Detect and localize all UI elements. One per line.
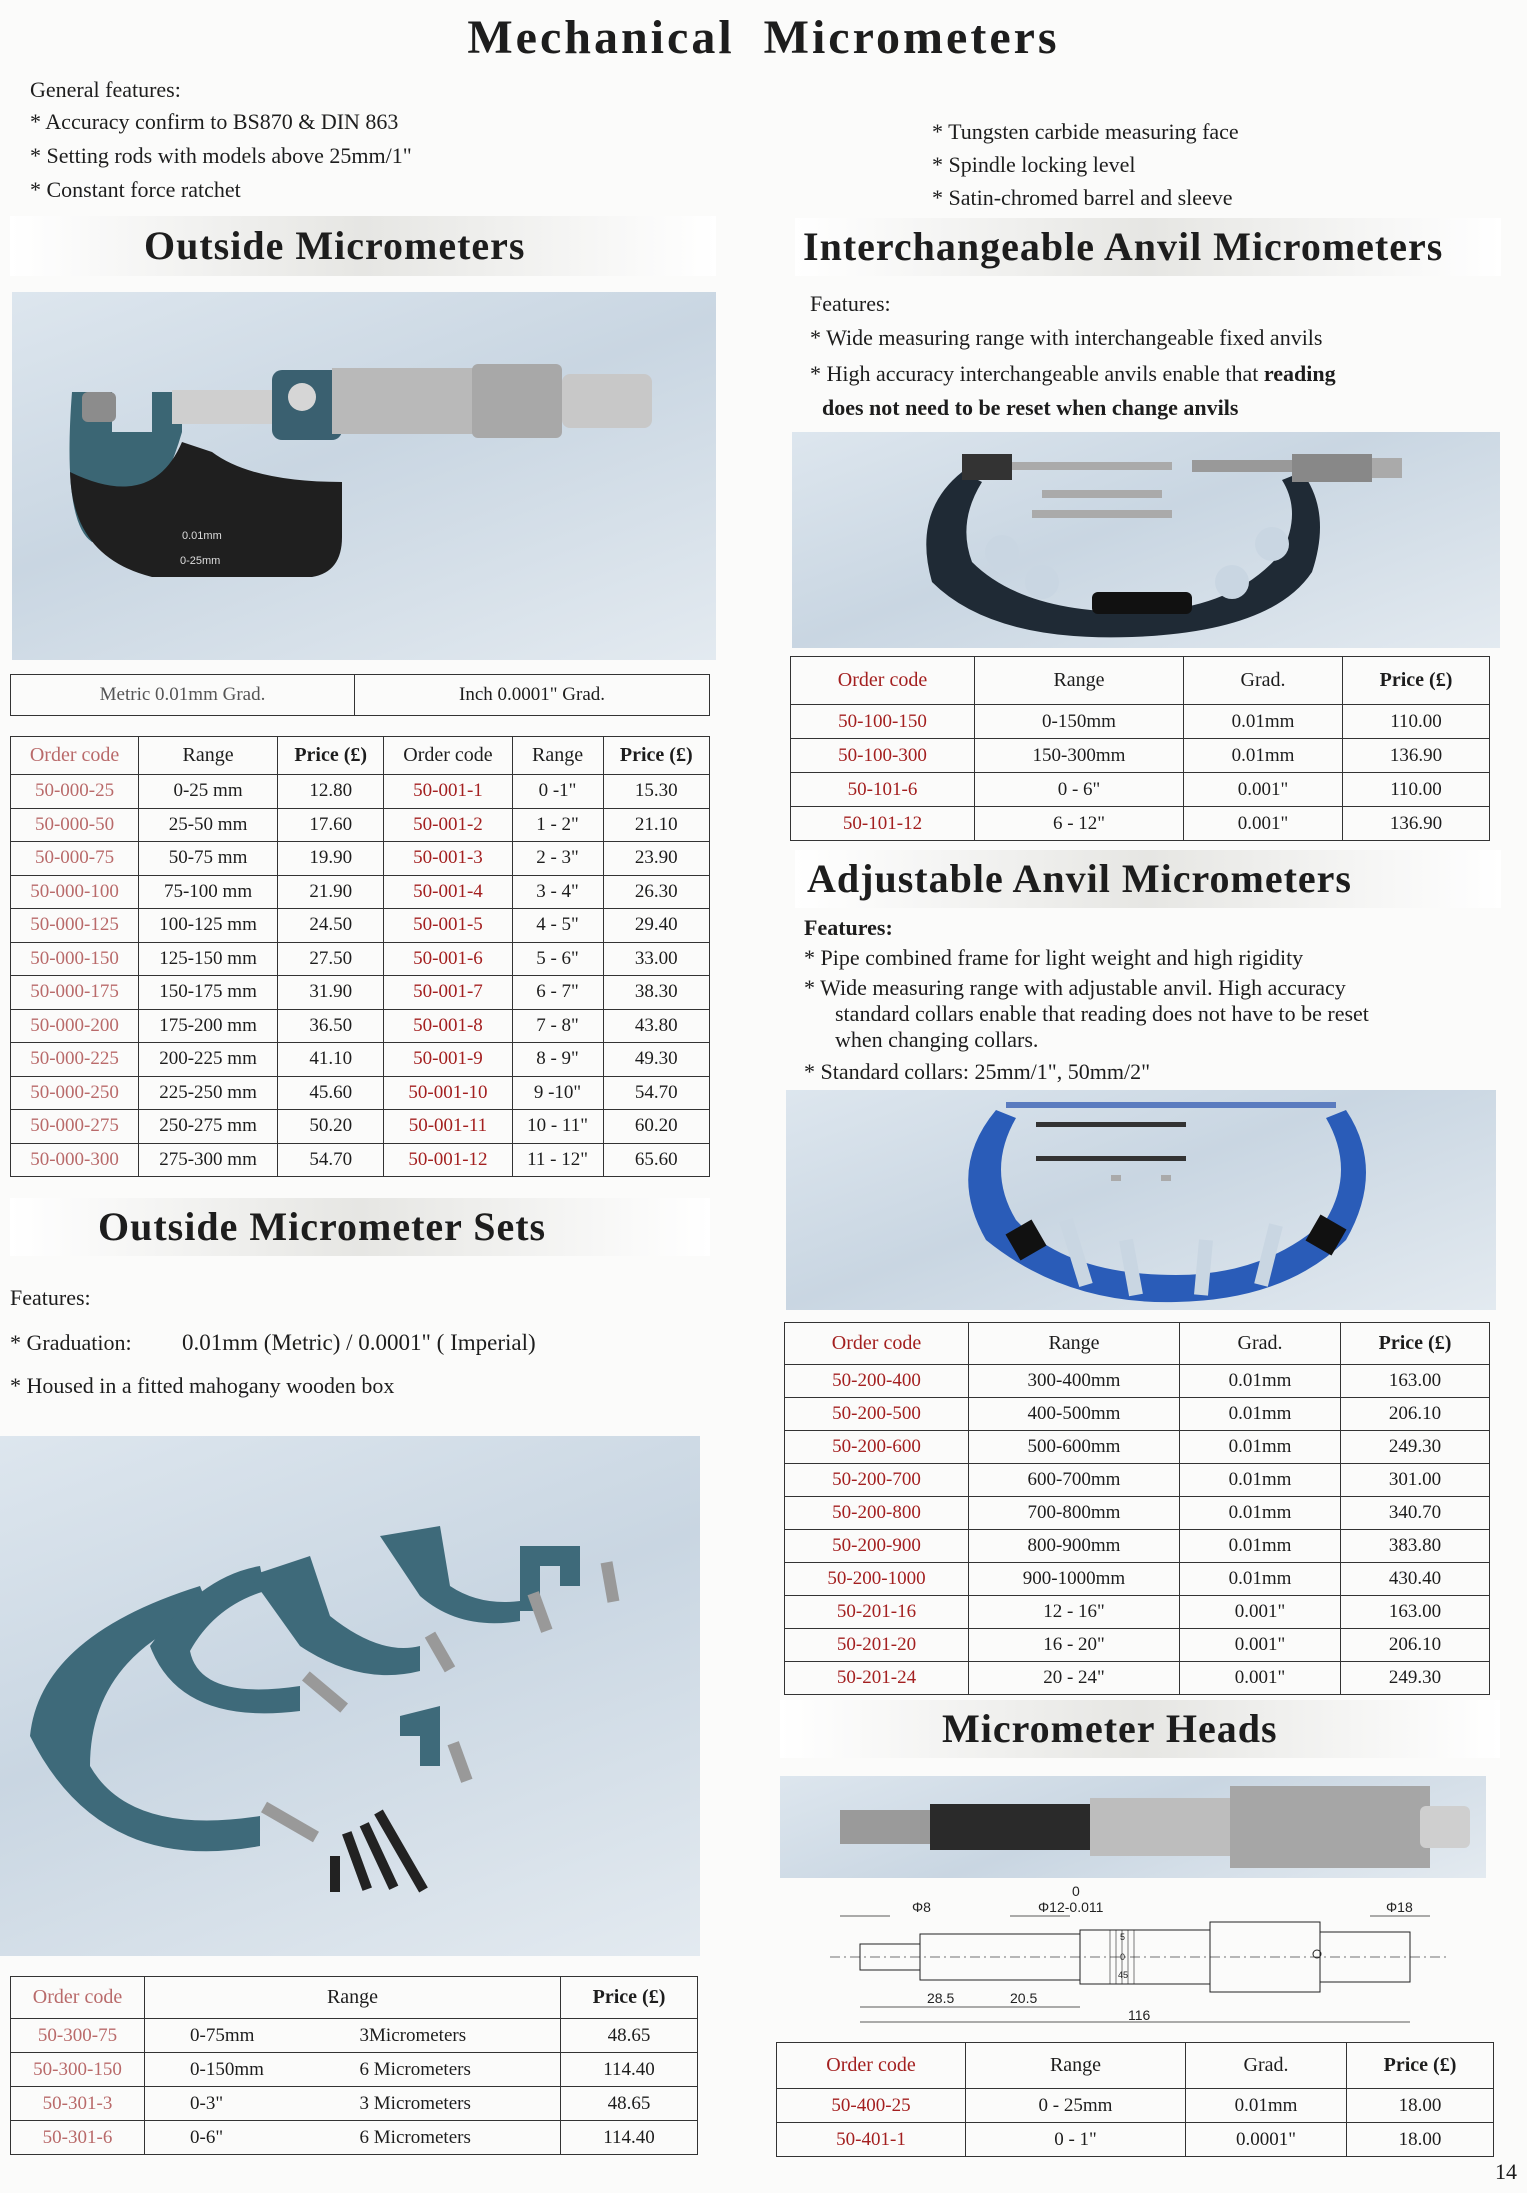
grad-cell: 0.001" [1180,1596,1341,1629]
section-title-heads: Micrometer Heads [780,1700,1500,1758]
order-code-cell: 50-001-12 [384,1143,512,1177]
price-cell: 340.70 [1341,1497,1490,1530]
order-code-cell: 50-301-6 [11,2121,145,2155]
range-cell: 300-400mm [969,1365,1180,1398]
range-cell: 0-150mm [145,2053,356,2087]
table-row [785,1563,1490,1596]
price-cell: 21.90 [277,875,383,909]
price-cell: 38.30 [603,976,709,1010]
range-cell: 1 - 2" [512,808,603,842]
table-row [777,2089,1494,2123]
table-row [785,1662,1490,1695]
table-row [791,773,1490,807]
order-code-cell: 50-001-5 [384,909,512,943]
range-cell: 7 - 8" [512,1009,603,1043]
order-code-cell: 50-300-75 [11,2019,145,2053]
range-cell: 0-6" [145,2121,356,2155]
price-cell: 31.90 [277,976,383,1010]
outside-price-table [10,736,710,1177]
table-row [777,2123,1494,2157]
price-cell: 18.00 [1347,2089,1494,2123]
grad-cell: 0.01mm [1180,1497,1341,1530]
col-header: Order code [11,737,139,775]
dim-label: Φ12-0.011 [1038,1899,1104,1915]
range-cell: 0-25 mm [139,775,278,809]
col-header: Order code [384,737,512,775]
grad-cell: 0.001" [1180,1662,1341,1695]
price-cell: 54.70 [277,1143,383,1177]
price-cell: 27.50 [277,942,383,976]
outside-grad-table [10,674,710,716]
price-cell: 49.30 [603,1043,709,1077]
range-cell: 0 - 6" [975,773,1184,807]
price-cell: 36.50 [277,1009,383,1043]
order-code-cell: 50-200-600 [785,1431,969,1464]
adjustable-feature: * Standard collars: 25mm/1", 50mm/2" [804,1059,1151,1084]
range-cell: 0-3" [145,2087,356,2121]
table-row [785,1497,1490,1530]
range-cell: 6 - 7" [512,976,603,1010]
page-title: Mechanical Micrometers [467,11,1060,64]
range-cell: 0 - 25mm [966,2089,1186,2123]
col-header: Price (£) [1347,2043,1494,2089]
micrometer-head-drawing [830,1882,1470,2028]
table-row [11,942,710,976]
table-row [785,1431,1490,1464]
dim-label: Φ18 [1386,1899,1413,1915]
range-cell: 50-75 mm [139,842,278,876]
order-code-cell: 50-401-1 [777,2123,966,2157]
interchangeable-features-heading: Features: [810,291,891,316]
order-code-cell: 50-001-4 [384,875,512,909]
dim-label: 0 [1120,1952,1126,1962]
col-header: Grad. [1184,657,1343,705]
price-cell: 29.40 [603,909,709,943]
dim-label: 20.5 [1010,1990,1038,2006]
grad-cell: 0.01mm [1180,1431,1341,1464]
price-cell: 249.30 [1341,1662,1490,1695]
grad-metric-cell: Metric 0.01mm Grad. [11,675,355,716]
order-code-cell: 50-000-125 [11,909,139,943]
adjustable-feature: * Pipe combined frame for light weight and high rigidity [804,945,1304,970]
frame-label: 0.01mm [182,530,222,542]
general-feature-item: * Constant force ratchet [30,177,241,202]
section-title-interchangeable: Interchangeable Anvil Micrometers [795,218,1501,276]
table-row [11,2019,698,2053]
table-row [785,1629,1490,1662]
sets-grad-label: * Graduation: [10,1330,132,1355]
grad-cell: 0.001" [1180,1629,1341,1662]
price-cell: 43.80 [603,1009,709,1043]
range-cell: 700-800mm [969,1497,1180,1530]
order-code-cell: 50-000-75 [11,842,139,876]
table-row [785,1596,1490,1629]
section-title-sets: Outside Micrometer Sets [10,1198,710,1256]
sets-box-line: * Housed in a fitted mahogany wooden box [10,1373,395,1398]
price-cell: 24.50 [277,909,383,943]
order-code-cell: 50-101-6 [791,773,975,807]
table-row [791,807,1490,841]
price-cell: 163.00 [1341,1596,1490,1629]
order-code-cell: 50-001-11 [384,1110,512,1144]
sets-grad-value: 0.01mm (Metric) / 0.0001" ( Imperial) [182,1330,536,1355]
feature-bold: reading [1263,361,1336,386]
range-cell: 4 - 5" [512,909,603,943]
range-cell: 250-275 mm [139,1110,278,1144]
price-cell: 17.60 [277,808,383,842]
sets-features-heading: Features: [10,1285,91,1310]
price-cell: 136.90 [1343,807,1490,841]
col-header: Range [975,657,1184,705]
dim-label: 0 [1072,1883,1080,1899]
order-code-cell: 50-400-25 [777,2089,966,2123]
range-cell: 10 - 11" [512,1110,603,1144]
range-cell: 0-150mm [975,705,1184,739]
table-row [791,705,1490,739]
range-cell: 2 - 3" [512,842,603,876]
order-code-cell: 50-200-1000 [785,1563,969,1596]
grad-cell: 0.001" [1184,773,1343,807]
adjustable-feature: standard collars enable that reading does not have to be reset [835,1001,1369,1026]
order-code-cell: 50-201-24 [785,1662,969,1695]
range-cell: 75-100 mm [139,875,278,909]
dim-label: Φ8 [912,1899,931,1915]
interchangeable-feature: does not need to be reset when change anvils [822,395,1239,420]
order-code-cell: 50-100-300 [791,739,975,773]
col-header: Range [139,737,278,775]
price-cell: 249.30 [1341,1431,1490,1464]
order-code-cell: 50-000-150 [11,942,139,976]
order-code-cell: 50-000-50 [11,808,139,842]
range-cell: 175-200 mm [139,1009,278,1043]
table-row [11,976,710,1010]
grad-inch-cell: Inch 0.0001" Grad. [355,675,710,716]
price-cell: 383.80 [1341,1530,1490,1563]
range-cell: 8 - 9" [512,1043,603,1077]
grad-cell: 0.01mm [1184,739,1343,773]
price-cell: 18.00 [1347,2123,1494,2157]
col-header: Range [966,2043,1186,2089]
grad-cell: 0.01mm [1180,1464,1341,1497]
order-code-cell: 50-201-16 [785,1596,969,1629]
quantity-cell: 3Micrometers [356,2019,561,2053]
price-cell: 12.80 [277,775,383,809]
order-code-cell: 50-101-12 [791,807,975,841]
price-cell: 48.65 [561,2019,698,2053]
range-cell: 600-700mm [969,1464,1180,1497]
quantity-cell: 6 Micrometers [356,2121,561,2155]
range-cell: 125-150 mm [139,942,278,976]
col-header: Price (£) [1343,657,1490,705]
range-cell: 200-225 mm [139,1043,278,1077]
order-code-cell: 50-000-25 [11,775,139,809]
order-code-cell: 50-001-1 [384,775,512,809]
price-cell: 114.40 [561,2121,698,2155]
table-row [11,1076,710,1110]
order-code-cell: 50-001-8 [384,1009,512,1043]
price-cell: 206.10 [1341,1629,1490,1662]
range-cell: 0 - 1" [966,2123,1186,2157]
section-title-outside: Outside Micrometers [10,216,716,276]
range-cell: 6 - 12" [975,807,1184,841]
table-row [11,1143,710,1177]
page-number: 14 [1495,2159,1517,2184]
range-cell: 225-250 mm [139,1076,278,1110]
order-code-cell: 50-100-150 [791,705,975,739]
range-cell: 400-500mm [969,1398,1180,1431]
order-code-cell: 50-000-225 [11,1043,139,1077]
price-cell: 110.00 [1343,773,1490,807]
grad-cell: 0.01mm [1180,1563,1341,1596]
general-feature-item: * Accuracy confirm to BS870 & DIN 863 [30,109,399,134]
table-row [11,1110,710,1144]
adjustable-price-table [784,1322,1490,1695]
general-feature-item: * Satin-chromed barrel and sleeve [932,185,1233,210]
col-header: Price (£) [1341,1323,1490,1365]
section-title-adjustable: Adjustable Anvil Micrometers [795,850,1501,908]
table-row [791,739,1490,773]
price-cell: 26.30 [603,875,709,909]
price-cell: 19.90 [277,842,383,876]
range-cell: 25-50 mm [139,808,278,842]
order-code-cell: 50-000-250 [11,1076,139,1110]
grad-cell: 0.01mm [1180,1530,1341,1563]
table-row [785,1530,1490,1563]
interchangeable-price-table [790,656,1490,841]
col-header: Order code [11,1977,145,2019]
order-code-cell: 50-200-700 [785,1464,969,1497]
grad-cell: 0.01mm [1180,1398,1341,1431]
dim-label: 45 [1118,1970,1129,1980]
range-cell: 11 - 12" [512,1143,603,1177]
range-cell: 150-300mm [975,739,1184,773]
general-feature-item: * Setting rods with models above 25mm/1" [30,143,412,168]
table-row [11,808,710,842]
range-cell: 900-1000mm [969,1563,1180,1596]
table-row [785,1365,1490,1398]
quantity-cell: 6 Micrometers [356,2053,561,2087]
col-header: Range [145,1977,561,2019]
order-code-cell: 50-201-20 [785,1629,969,1662]
order-code-cell: 50-301-3 [11,2087,145,2121]
order-code-cell: 50-200-900 [785,1530,969,1563]
table-row [785,1464,1490,1497]
quantity-cell: 3 Micrometers [356,2087,561,2121]
table-row [11,2053,698,2087]
price-cell: 41.10 [277,1043,383,1077]
heads-price-table [776,2042,1494,2157]
col-header: Order code [777,2043,966,2089]
grad-cell: 0.0001" [1186,2123,1347,2157]
col-header: Grad. [1180,1323,1341,1365]
range-cell: 0-75mm [145,2019,356,2053]
adjustable-micrometer-photo [786,1090,1496,1310]
table-row [11,2087,698,2121]
order-code-cell: 50-000-275 [11,1110,139,1144]
interchangeable-feature: * Wide measuring range with interchangeable fixed anvils [810,325,1323,350]
order-code-cell: 50-000-175 [11,976,139,1010]
dim-label: 28.5 [927,1990,955,2006]
range-cell: 9 -10" [512,1076,603,1110]
range-cell: 20 - 24" [969,1662,1180,1695]
price-cell: 206.10 [1341,1398,1490,1431]
table-row [11,842,710,876]
grad-cell: 0.01mm [1180,1365,1341,1398]
price-cell: 15.30 [603,775,709,809]
col-header: Grad. [1186,2043,1347,2089]
col-header: Range [969,1323,1180,1365]
table-row [785,1398,1490,1431]
order-code-cell: 50-001-2 [384,808,512,842]
order-code-cell: 50-000-200 [11,1009,139,1043]
grad-cell: 0.001" [1184,807,1343,841]
general-features-heading: General features: [30,77,181,102]
table-row [11,2121,698,2155]
table-row [11,875,710,909]
range-cell: 500-600mm [969,1431,1180,1464]
range-cell: 3 - 4" [512,875,603,909]
price-cell: 110.00 [1343,705,1490,739]
order-code-cell: 50-001-7 [384,976,512,1010]
range-cell: 0 -1" [512,775,603,809]
range-cell: 275-300 mm [139,1143,278,1177]
col-header: Order code [791,657,975,705]
price-cell: 45.60 [277,1076,383,1110]
order-code-cell: 50-000-100 [11,875,139,909]
range-cell: 12 - 16" [969,1596,1180,1629]
range-cell: 100-125 mm [139,909,278,943]
general-feature-item: * Tungsten carbide measuring face [932,119,1239,144]
col-header: Price (£) [603,737,709,775]
general-feature-item: * Spindle locking level [932,152,1136,177]
table-row [11,909,710,943]
range-cell: 5 - 6" [512,942,603,976]
order-code-cell: 50-200-800 [785,1497,969,1530]
price-cell: 23.90 [603,842,709,876]
interchangeable-micrometer-photo [792,432,1500,648]
price-cell: 136.90 [1343,739,1490,773]
sets-price-table [10,1976,698,2155]
price-cell: 430.40 [1341,1563,1490,1596]
price-cell: 48.65 [561,2087,698,2121]
adjustable-features-heading: Features: [804,915,893,940]
feature-text: * High accuracy interchangeable anvils enable that [810,361,1264,386]
price-cell: 301.00 [1341,1464,1490,1497]
order-code-cell: 50-300-150 [11,2053,145,2087]
adjustable-feature: * Wide measuring range with adjustable anvil. High accuracy [804,975,1346,1000]
dim-label: 116 [1128,2007,1151,2023]
dim-label: 5 [1120,1932,1126,1942]
range-cell: 16 - 20" [969,1629,1180,1662]
order-code-cell: 50-001-10 [384,1076,512,1110]
interchangeable-feature [810,358,1336,390]
price-cell: 163.00 [1341,1365,1490,1398]
col-header: Price (£) [561,1977,698,2019]
price-cell: 50.20 [277,1110,383,1144]
price-cell: 33.00 [603,942,709,976]
order-code-cell: 50-001-3 [384,842,512,876]
col-header: Order code [785,1323,969,1365]
order-code-cell: 50-001-9 [384,1043,512,1077]
order-code-cell: 50-001-6 [384,942,512,976]
col-header: Range [512,737,603,775]
order-code-cell: 50-200-400 [785,1365,969,1398]
frame-label: 0-25mm [180,555,221,567]
order-code-cell: 50-000-300 [11,1143,139,1177]
price-cell: 21.10 [603,808,709,842]
grad-cell: 0.01mm [1184,705,1343,739]
range-cell: 150-175 mm [139,976,278,1010]
price-cell: 54.70 [603,1076,709,1110]
outside-micrometer-photo [12,292,716,660]
micrometer-head-photo [780,1776,1486,1878]
range-cell: 800-900mm [969,1530,1180,1563]
col-header: Price (£) [277,737,383,775]
price-cell: 60.20 [603,1110,709,1144]
table-row [11,775,710,809]
price-cell: 114.40 [561,2053,698,2087]
order-code-cell: 50-200-500 [785,1398,969,1431]
micrometer-sets-photo [0,1436,700,1956]
grad-cell: 0.01mm [1186,2089,1347,2123]
price-cell: 65.60 [603,1143,709,1177]
adjustable-feature: when changing collars. [835,1027,1039,1052]
table-row [11,1009,710,1043]
table-row [11,1043,710,1077]
